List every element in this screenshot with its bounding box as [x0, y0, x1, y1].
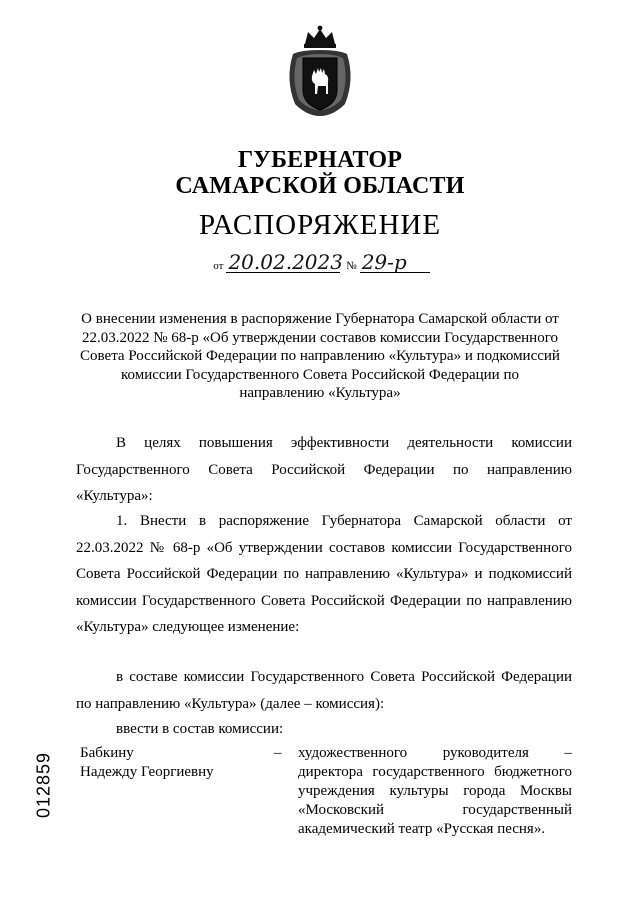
number-value: 29-р — [360, 252, 430, 273]
authority-title-line2: САМАРСКОЙ ОБЛАСТИ — [175, 173, 465, 199]
date-label: от — [213, 260, 224, 272]
paragraph-item-1-text: 1. Внести в распоряжение Губернатора Самарской области от 22.03.2022 № 68-р «Об утверждении составов комиссии Государственного Совета Российской Федерации по направлению «Культура» и подкомиссий комиссии Государственного Совета Российской Федерации по направлению «Культура» следующее изменение: — [76, 513, 572, 635]
paragraph-preamble-text: В целях повышения эффективности деятельности комиссии Государственного Совета Российской Федерации по направлению «Культура»: — [76, 435, 572, 504]
document-title: О внесении изменения в распоряжение Губернатора Самарской области от 22.03.2022 № 68-р «Об утверждении составов комиссии Государственного Совета Российской Федерации по направлению «Культура» и подкомиссий комиссии Государственного Совета Российской Федерации по направлению «Культура» — [80, 311, 560, 401]
document-type: РАСПОРЯЖЕНИЕ — [198, 209, 442, 241]
member-dash: – — [274, 745, 282, 761]
coat-of-arms-icon — [283, 24, 357, 118]
paragraph-add-members-text: ввести в состав комиссии: — [116, 721, 284, 737]
authority-title-line1: ГУБЕРНАТОР — [237, 147, 403, 173]
date-value: 20.02.2023 — [228, 250, 343, 274]
date-number-line — [0, 252, 640, 273]
side-serial-number-text: 012859 — [33, 751, 54, 819]
paragraph-add-members — [76, 716, 572, 743]
paragraph-item-1 — [76, 508, 572, 641]
paragraph-commission-text: в составе комиссии Государственного Совета Российской Федерации по направлению «Культура» (далее – комиссия): — [76, 669, 572, 712]
member-name — [80, 744, 260, 782]
member-given-name: Надежду Георгиевну — [80, 764, 214, 780]
member-description: художественного руководителя – директора государственного бюджетного учреждения культуры города Москвы «Московский государственный академический театр «Русская песня». — [298, 745, 572, 837]
member-surname: Бабкину — [80, 745, 134, 761]
number-label: № — [346, 260, 357, 272]
paragraph-commission — [76, 664, 572, 717]
paragraph-preamble — [76, 430, 572, 510]
side-serial-number — [30, 740, 58, 830]
